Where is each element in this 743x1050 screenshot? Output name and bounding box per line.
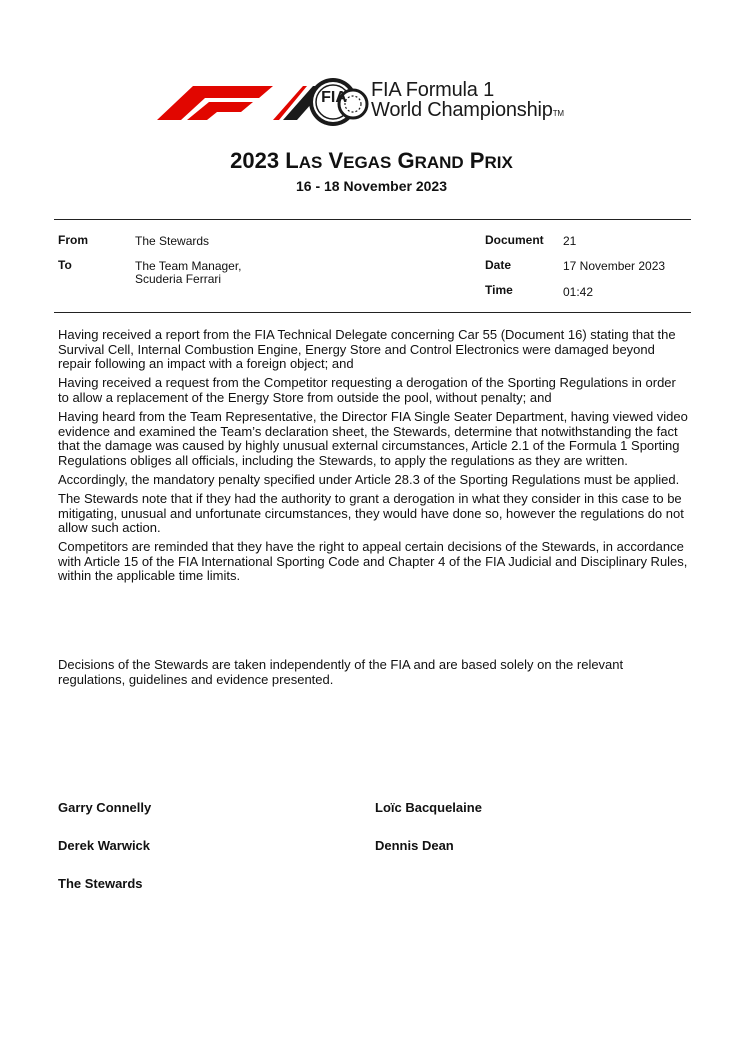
title-word-1: LAS xyxy=(285,148,323,173)
steward-name-3: Derek Warwick xyxy=(58,838,151,853)
body-paragraph: Having heard from the Team Representative, the Director FIA Single Seater Department, having viewed video evidence and examined the Team’s declaration sheet, the Stewards, determine that notwithstanding the fact that the damage was caused by highly unusual external circumstances, Article 2.1 of the Formula 1 Sporting Regulations obliges all officials, including the Stewards, to apply the regulations as they are written. xyxy=(58,408,688,468)
title-word-2: VEGAS xyxy=(328,148,392,173)
brand-line-1: FIA Formula 1 xyxy=(371,79,494,101)
page-title xyxy=(0,148,743,174)
document-label: Document xyxy=(485,233,544,247)
time-label: Time xyxy=(485,283,513,297)
body-paragraph: Competitors are reminded that they have the right to appeal certain decisions of the Stewards, in accordance with Article 15 of the FIA International Sporting Code and Chapter 4 of the FIA Judicial and Disciplinary Rules, within the applicable time limits. xyxy=(58,539,688,584)
event-dates: 16 - 18 November 2023 xyxy=(296,178,447,194)
time-value: 01:42 xyxy=(563,285,594,299)
header-rule-top xyxy=(54,219,691,220)
document-value: 21 xyxy=(563,234,577,248)
to-label: To xyxy=(58,258,72,272)
body-paragraph: The Stewards note that if they had the authority to grant a derogation in what they consider in this case to be mitigating, unusual and unfortunate circumstances, they would have done so, however the regulations do not allow such action. xyxy=(58,490,684,536)
brand-wordmark xyxy=(371,80,564,124)
body-paragraph: Accordingly, the mandatory penalty specified under Article 28.3 of the Sporting Regulations must be applied. xyxy=(58,471,680,487)
from-label: From xyxy=(58,233,88,247)
title-year: 2023 xyxy=(230,148,280,173)
title-word-3: GRAND xyxy=(397,148,464,173)
steward-name-1: Garry Connelly xyxy=(58,800,152,815)
fia-seal-text: FIA xyxy=(321,89,347,106)
brand-line-2: World ChampionshipTM xyxy=(371,99,564,121)
trademark-mark: TM xyxy=(552,109,564,118)
to-value-line-2: Scuderia Ferrari xyxy=(135,272,222,286)
to-value-line-1: The Team Manager, xyxy=(135,259,242,273)
date-value: 17 November 2023 xyxy=(563,259,666,273)
from-value: The Stewards xyxy=(135,234,210,248)
to-value xyxy=(135,260,242,286)
date-label: Date xyxy=(485,258,512,272)
stewards-footer: The Stewards xyxy=(58,876,143,891)
body-paragraph: Having received a report from the FIA Technical Delegate concerning Car 55 (Document 16) stating that the Survival Cell, Internal Combustion Engine, Energy Store and Control Electronics were damaged beyond repair following an impact with a foreign object; and xyxy=(58,327,676,372)
body-paragraph: Having received a request from the Competitor requesting a derogation of the Sporting Regulations in order to allow a replacement of the Energy Store from outside the pool, without penalty; and xyxy=(58,375,676,405)
fia-f1-logo xyxy=(155,76,605,132)
decision-body xyxy=(58,328,690,589)
steward-name-4: Dennis Dean xyxy=(375,838,454,853)
header-rule-bottom xyxy=(54,312,691,313)
title-word-4: PRIX xyxy=(469,148,513,173)
steward-name-2: Loïc Bacquelaine xyxy=(375,800,482,815)
closing-statement: Decisions of the Stewards are taken independently of the FIA and are based solely on the relevant regulations, guidelines and evidence presented. xyxy=(58,657,624,687)
